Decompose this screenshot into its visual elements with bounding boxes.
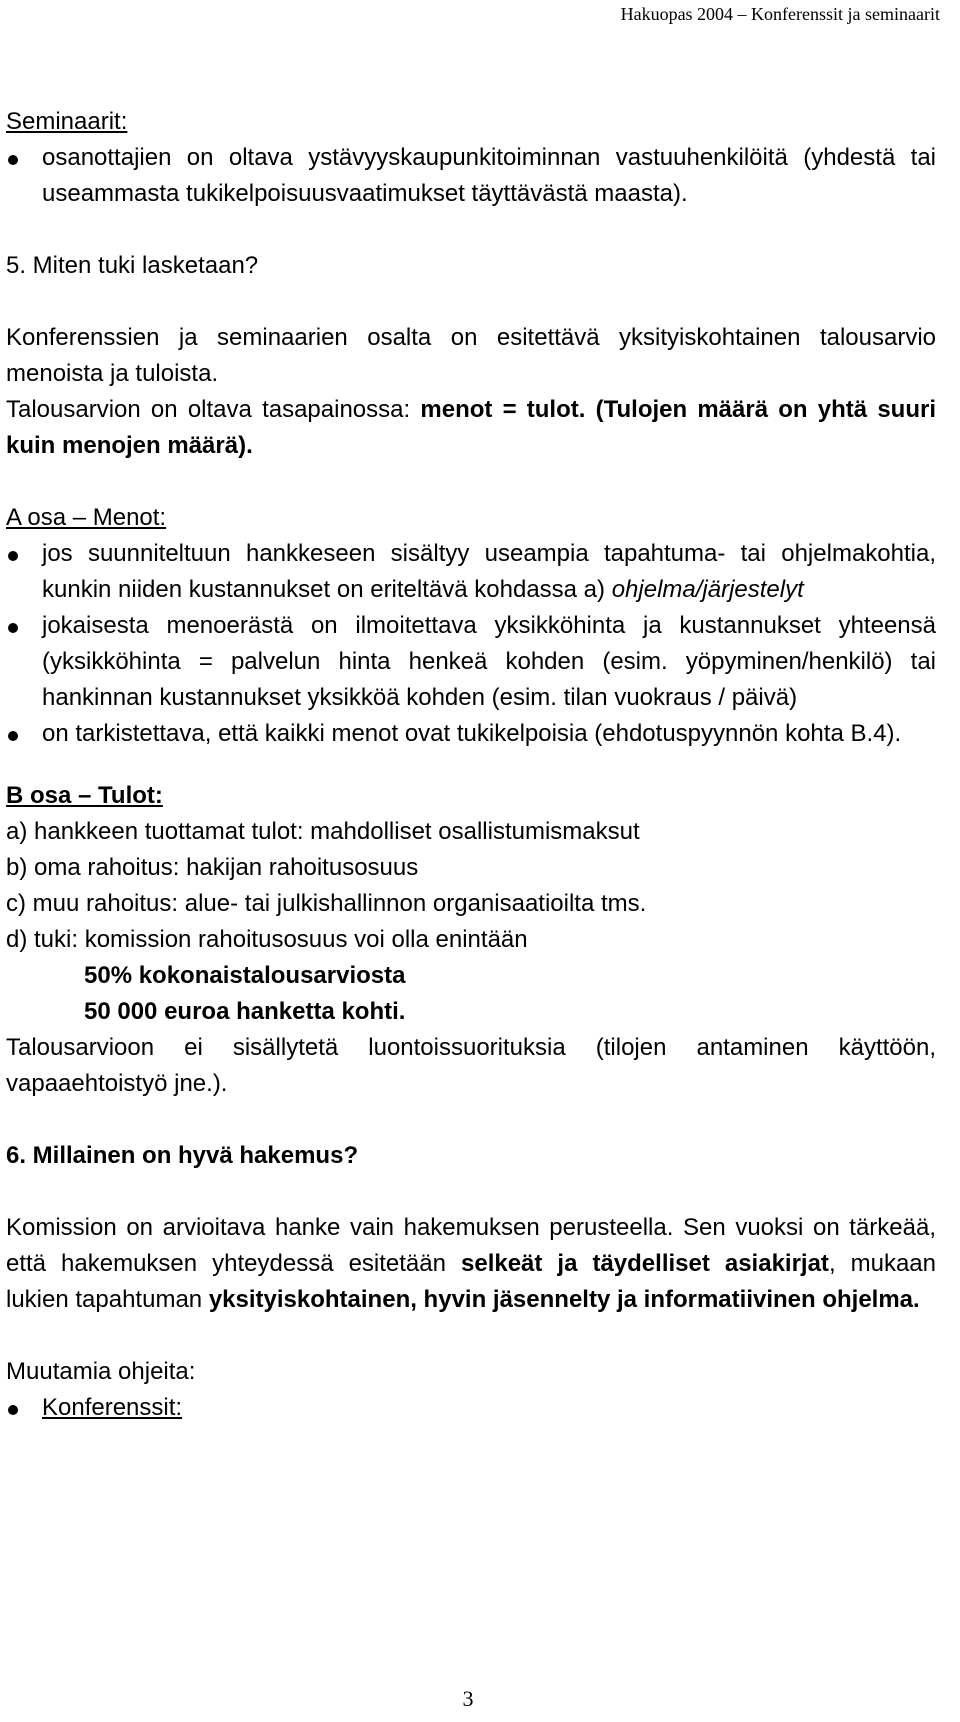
page-number: 3 xyxy=(462,1686,474,1711)
page-content xyxy=(6,104,936,1426)
a-osa-heading: A osa – Menot: xyxy=(6,504,167,531)
seminaarit-list xyxy=(6,140,936,212)
b-osa-note: Talousarvioon ei sisällytetä luontoissuorituksia (tilojen antaminen käyttöön, vapaaehtoistyö jne.). xyxy=(6,1034,936,1097)
section6-paragraph xyxy=(6,1210,936,1318)
section5-heading: 5. Miten tuki lasketaan? xyxy=(6,252,259,279)
a-osa-bullet-1-text: jos suunniteltuun hankkeseen sisältyy useampia tapahtuma- tai ohjelmakohtia, kunkin niiden kustannukset on eriteltävä kohdassa a) xyxy=(42,540,936,603)
b-osa-line-b: b) oma rahoitus: hakijan rahoitusosuus xyxy=(6,854,419,881)
section6-text-1: Komission on arvioitava hanke vain hakemuksen perusteella. Sen vuoksi on tärkeää, että hakemuksen yhteydessä esitetään xyxy=(6,1214,936,1277)
b-osa-heading: B osa – Tulot: xyxy=(6,782,163,809)
a-osa-bullet-1-italic: ohjelma/järjestelyt xyxy=(611,576,804,603)
b-osa-line-d: d) tuki: komission rahoitusosuus voi olla enintään xyxy=(6,926,528,953)
ohjeita-list xyxy=(6,1390,936,1426)
seminaarit-bullet: osanottajien on oltava ystävyyskaupunkitoiminnan vastuuhenkilöitä (yhdestä tai useammasta tukikelpoisuusvaatimukset täyttävästä maasta). xyxy=(6,140,936,212)
a-osa-bullet-3: on tarkistettava, että kaikki menot ovat tukikelpoisia (ehdotuspyynnön kohta B.4). xyxy=(6,716,936,752)
b-osa-limit-2: 50 000 euroa hanketta kohti. xyxy=(84,998,406,1025)
section6-heading: 6. Millainen on hyvä hakemus? xyxy=(6,1142,359,1169)
section5-balance xyxy=(6,392,936,464)
a-osa-bullet-1 xyxy=(6,536,936,608)
ohjeita-heading: Muutamia ohjeita: xyxy=(6,1358,196,1385)
a-osa-bullet-2: jokaisesta menoerästä on ilmoitettava yksikköhinta ja kustannukset yhteensä (yksikköhinta = palvelun hinta henkeä kohden (esim. yöpyminen/henkilö) tai hankinnan kustannukset yksikköä kohden (esim. tilan vuokraus / päivä) xyxy=(6,608,936,716)
b-osa-limit-1: 50% kokonaistalousarviosta xyxy=(84,962,406,989)
b-osa-line-a: a) hankkeen tuottamat tulot: mahdolliset osallistumismaksut xyxy=(6,818,640,845)
ohjeita-bullet xyxy=(6,1390,936,1426)
balance-plain: Talousarvion on oltava tasapainossa: xyxy=(6,396,421,423)
b-osa-line-c: c) muu rahoitus: alue- tai julkishallinnon organisaatioilta tms. xyxy=(6,890,647,917)
section6-bold-1: selkeät ja täydelliset asiakirjat xyxy=(461,1250,829,1277)
seminaarit-heading: Seminaarit: xyxy=(6,108,128,135)
section6-text-2: , mukaan lukien tapahtuman xyxy=(6,1250,937,1313)
page-header: Hakuopas 2004 – Konferenssit ja seminaarit xyxy=(620,4,940,24)
section6-bold-2: yksityiskohtainen, hyvin jäsennelty ja informatiivinen ohjelma. xyxy=(208,1286,920,1313)
konferenssit-label: Konferenssit: xyxy=(42,1394,183,1421)
section5-intro: Konferenssien ja seminaarien osalta on esitettävä yksityiskohtainen talousarvio menoista ja tuloista. xyxy=(6,324,936,387)
balance-bold: menot = tulot. (Tulojen määrä on yhtä suuri kuin menojen määrä). xyxy=(6,396,936,459)
a-osa-list xyxy=(6,536,936,752)
